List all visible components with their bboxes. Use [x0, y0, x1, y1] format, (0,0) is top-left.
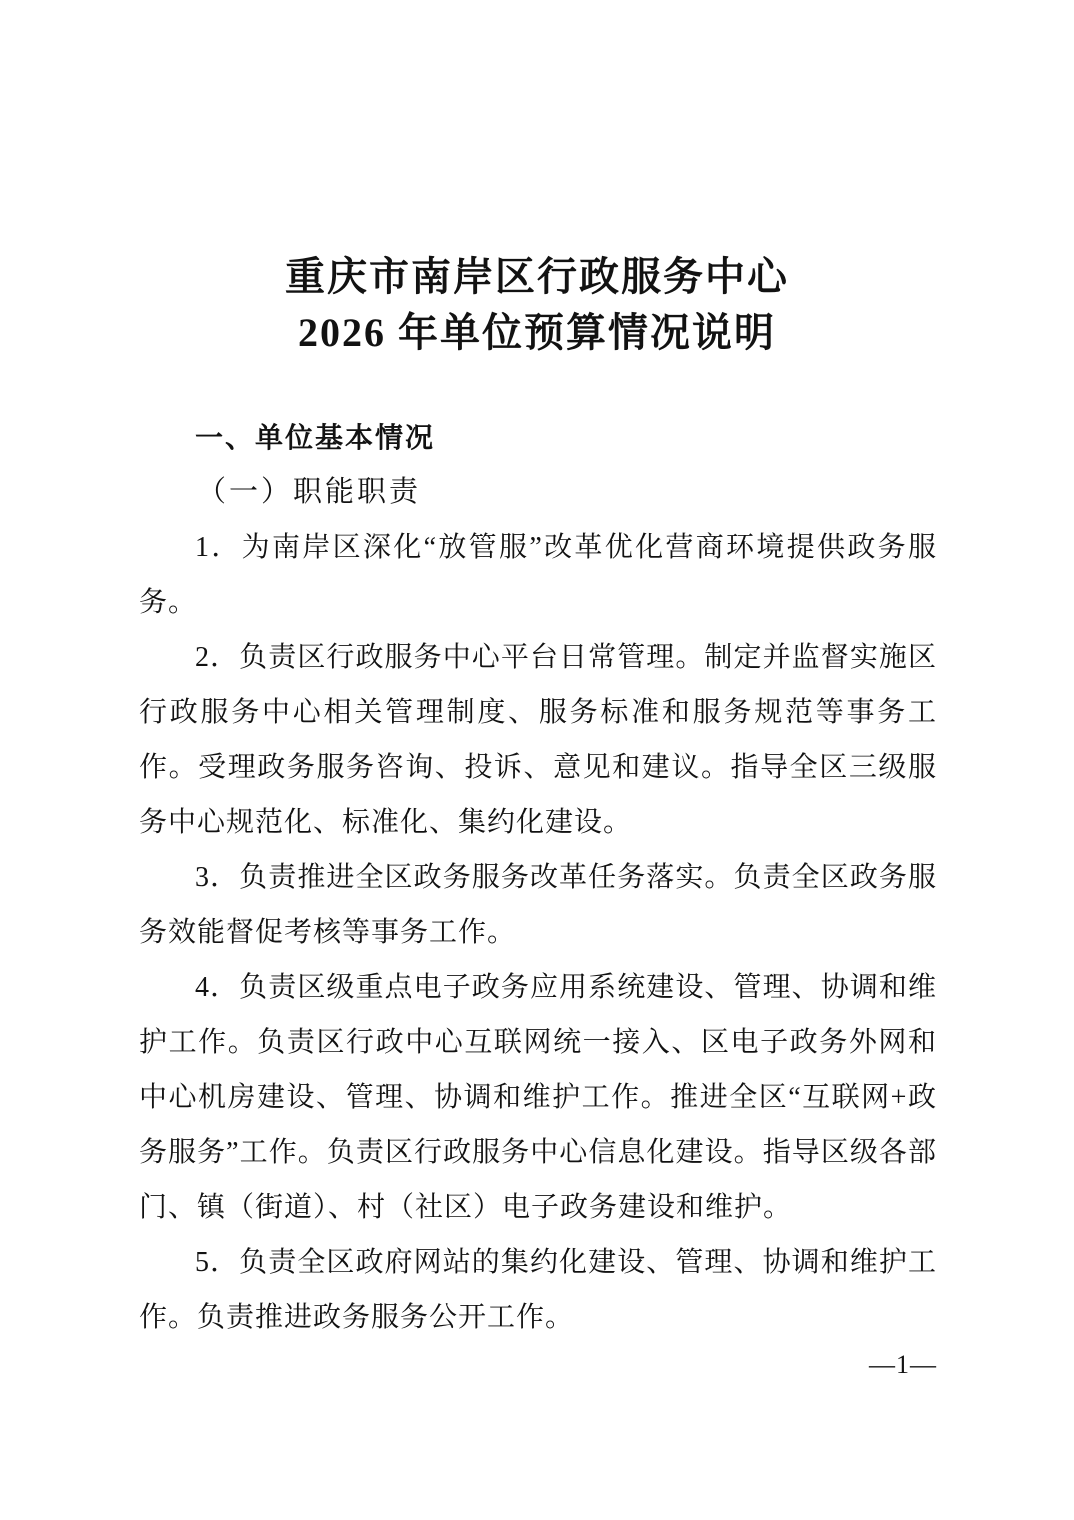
paragraph-2: 2．负责区行政服务中心平台日常管理。制定并监督实施区行政服务中心相关管理制度、服务标准和服务规范等事务工作。受理政务服务咨询、投诉、意见和建议。指导全区三级服务中心规范化、标准化、集约化建设。 [139, 642, 937, 838]
page-number: —1— [869, 1350, 937, 1379]
section-heading: 一、单位基本情况 [195, 422, 436, 453]
paragraph-3: 3．负责推进全区政务服务改革任务落实。负责全区政务服务效能督促考核等事务工作。 [139, 862, 937, 948]
paragraph-5: 5．负责全区政府网站的集约化建设、管理、协调和维护工作。负责推进政务服务公开工作。 [139, 1247, 937, 1333]
document-title [0, 0, 1074, 361]
title-line-2: 2026 年单位预算情况说明 [298, 310, 776, 355]
title-line-1: 重庆市南岸区行政服务中心 [285, 254, 789, 299]
document-body [139, 410, 937, 1345]
paragraph-1: 1．为南岸区深化“放管服”改革优化营商环境提供政务服务。 [139, 532, 937, 618]
paragraph-4: 4．负责区级重点电子政务应用系统建设、管理、协调和维护工作。负责区行政中心互联网统一接入、区电子政务外网和中心机房建设、管理、协调和维护工作。推进全区“互联网+政务服务”工作。负责区行政服务中心信息化建设。指导区级各部门、镇（街道）、村（社区）电子政务建设和维护。 [139, 972, 937, 1223]
subsection-heading: （一）职能职责 [197, 476, 422, 508]
